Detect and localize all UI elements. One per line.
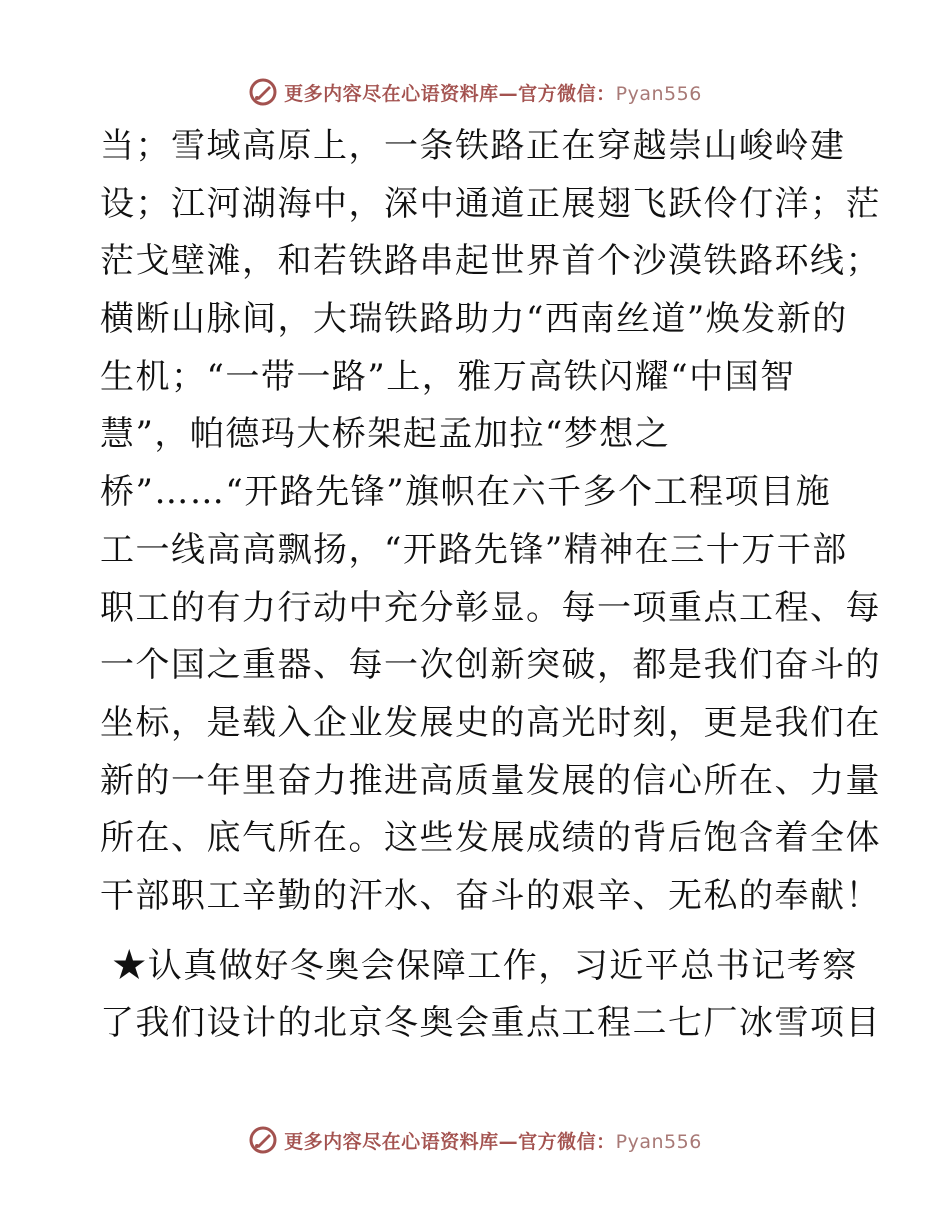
text-line: 了我们设计的北京冬奥会重点工程二七厂冰雪项目 — [100, 1003, 881, 1044]
text-line: 慧”，帕德玛大桥架起孟加拉“梦想之 — [100, 414, 671, 455]
text-line: 新的一年里奋力推进高质量发展的信心所在、力量 — [100, 760, 881, 801]
watermark-text — [284, 79, 702, 106]
text-line: 设；江河湖海中，深中通道正展翅飞跃伶仃洋；茫 — [100, 183, 881, 224]
text-line: 干部职工辛勤的汗水、奋斗的艰辛、无私的奉献！ — [100, 875, 881, 916]
text-line: 茫戈壁滩，和若铁路串起世界首个沙漠铁路环线； — [100, 241, 881, 282]
text-line: 横断山脉间，大瑞铁路助力“西南丝道”焕发新的 — [100, 299, 848, 340]
document-body — [100, 118, 881, 1053]
quill-circle-logo-icon — [248, 1125, 278, 1155]
paragraph-2 — [100, 938, 881, 1053]
watermark-wechat-id: Pyan556 — [615, 1130, 702, 1153]
footer-watermark — [0, 1120, 950, 1160]
header-watermark — [0, 72, 950, 112]
text-line: 所在、底气所在。这些发展成绩的背后饱含着全体 — [100, 818, 881, 859]
text-line: ★认真做好冬奥会保障工作，习近平总书记考察 — [100, 945, 858, 986]
text-line: 工一线高高飘扬，“开路先锋”精神在三十万干部 — [100, 529, 848, 570]
watermark-text — [284, 1127, 702, 1154]
text-line: 坐标，是载入企业发展史的高光时刻，更是我们在 — [100, 702, 881, 743]
quill-circle-logo-icon — [248, 77, 278, 107]
text-line: 一个国之重器、每一次创新突破，都是我们奋斗的 — [100, 645, 881, 686]
text-line: 桥”……“开路先锋”旗帜在六千多个工程项目施 — [100, 472, 832, 513]
watermark-label: 更多内容尽在心语资料库—官方微信： — [284, 1130, 616, 1153]
text-line: 生机；“一带一路”上，雅万高铁闪耀“中国智 — [100, 356, 796, 397]
watermark-inner — [248, 1125, 702, 1155]
watermark-inner — [248, 77, 702, 107]
watermark-wechat-id: Pyan556 — [615, 82, 702, 105]
text-line: 当；雪域高原上，一条铁路正在穿越崇山峻岭建 — [100, 126, 846, 166]
watermark-label: 更多内容尽在心语资料库—官方微信： — [284, 82, 616, 105]
paragraph-gap — [100, 926, 850, 938]
text-line: 职工的有力行动中充分彰显。每一项重点工程、每 — [100, 587, 881, 628]
paragraph-1 — [100, 118, 881, 926]
